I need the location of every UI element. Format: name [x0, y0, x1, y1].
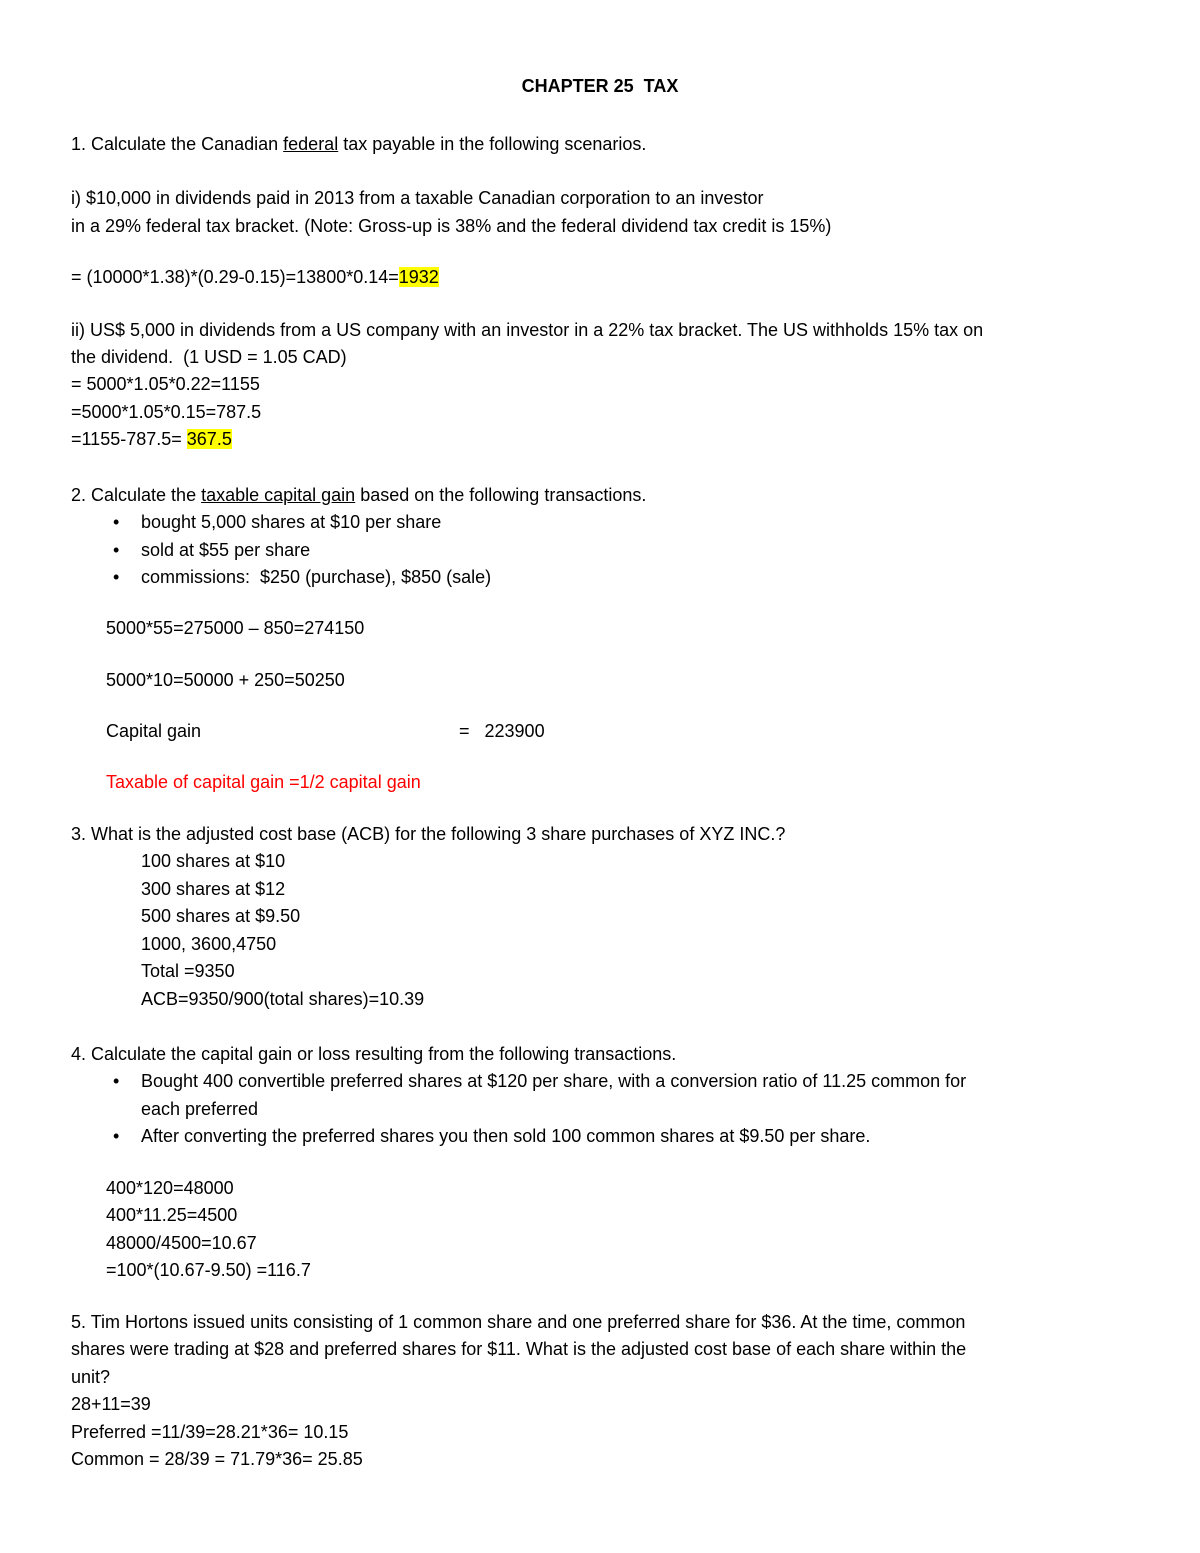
q3-line-5: Total =9350 [141, 961, 235, 981]
q3-line-1: 100 shares at $10 [141, 851, 286, 871]
q1-ii-calc1: = 5000*1.05*0.22=1155 [71, 374, 260, 394]
q2-calc1: 5000*55=275000 – 850=274150 [106, 618, 365, 638]
q1-ii-calc3 [71, 428, 232, 450]
q1-heading-prefix: 1. Calculate the Canadian [71, 134, 284, 154]
q1-i-calc [71, 266, 439, 288]
q1-heading-suffix: tax payable in the following scenarios. [338, 134, 647, 154]
q1-heading-underlined: federal [283, 134, 339, 154]
q2-bullet-glyph-2: • [113, 540, 120, 560]
q4-calc-4: =100*(10.67-9.50) =116.7 [106, 1260, 311, 1280]
q4-calc-1: 400*120=48000 [106, 1178, 234, 1198]
q2-heading-underlined: taxable capital gain [201, 485, 356, 505]
q2-bullet-1: bought 5,000 shares at $10 per share [141, 512, 442, 532]
q2-bullet-2: sold at $55 per share [141, 540, 311, 560]
q5-calc-1: 28+11=39 [71, 1394, 151, 1414]
q1-i-line1: i) $10,000 in dividends paid in 2013 from a taxable Canadian corporation to an investor [71, 188, 764, 208]
q3-line-6: ACB=9350/900(total shares)=10.39 [141, 989, 425, 1009]
q1-i-line2: in a 29% federal tax bracket. (Note: Gross-up is 38% and the federal dividend tax credit is 15%) [71, 216, 832, 236]
q4-question: 4. Calculate the capital gain or loss resulting from the following transactions. [71, 1044, 677, 1064]
q2-heading-suffix: based on the following transactions. [355, 485, 647, 505]
q3-line-2: 300 shares at $12 [141, 879, 286, 899]
q1-ii-calc3-text: =1155-787.5= [71, 429, 187, 449]
q4-bullet-1-line2: each preferred [141, 1099, 259, 1119]
q2-calc2: 5000*10=50000 + 250=50250 [106, 670, 345, 690]
q4-bullet-1-line1: Bought 400 convertible preferred shares at $120 per share, with a conversion ratio of 11.25 common for [141, 1071, 967, 1091]
q3-line-4: 1000, 3600,4750 [141, 934, 277, 954]
page-title: CHAPTER 25 TAX [521, 76, 679, 96]
q3-line-3: 500 shares at $9.50 [141, 906, 301, 926]
q1-i-calc-text: = (10000*1.38)*(0.29-0.15)=13800*0.14= [71, 267, 399, 287]
q1-ii-calc2: =5000*1.05*0.15=787.5 [71, 402, 262, 422]
q2-heading-prefix: 2. Calculate the [71, 485, 202, 505]
q5-line-3: unit? [71, 1367, 111, 1387]
q2-bullet-3: commissions: $250 (purchase), $850 (sale) [141, 567, 492, 587]
q4-bullet-glyph-2: • [113, 1126, 120, 1146]
q3-question: 3. What is the adjusted cost base (ACB) for the following 3 share purchases of XYZ INC.? [71, 824, 786, 844]
q1-ii-answer: 367.5 [186, 429, 232, 449]
q2-heading [71, 484, 646, 506]
q2-capital-gain-label: Capital gain [106, 721, 202, 741]
q4-bullet-2: After converting the preferred shares you then sold 100 common shares at $9.50 per share. [141, 1126, 871, 1146]
q2-capital-gain-row [106, 720, 806, 742]
q1-ii-line1: ii) US$ 5,000 in dividends from a US company with an investor in a 22% tax bracket. The US withholds 15% tax on [71, 320, 984, 340]
q2-bullet-glyph-3: • [113, 567, 120, 587]
q1-heading [71, 133, 646, 155]
q4-bullet-glyph-1: • [113, 1071, 120, 1091]
q2-bullet-glyph-1: • [113, 512, 120, 532]
q5-calc-2: Preferred =11/39=28.21*36= 10.15 [71, 1422, 349, 1442]
q2-capital-gain-value: = 223900 [459, 721, 545, 741]
q4-calc-2: 400*11.25=4500 [106, 1205, 238, 1225]
q1-i-answer: 1932 [398, 267, 439, 287]
q5-line-1: 5. Tim Hortons issued units consisting of 1 common share and one preferred share for $36. At the time, common [71, 1312, 966, 1332]
q5-calc-3: Common = 28/39 = 71.79*36= 25.85 [71, 1449, 363, 1469]
q2-taxable-note: Taxable of capital gain =1/2 capital gain [106, 772, 421, 792]
q1-ii-line2: the dividend. (1 USD = 1.05 CAD) [71, 347, 347, 367]
q4-calc-3: 48000/4500=10.67 [106, 1233, 257, 1253]
q5-line-2: shares were trading at $28 and preferred shares for $11. What is the adjusted cost base of each share within the [71, 1339, 967, 1359]
